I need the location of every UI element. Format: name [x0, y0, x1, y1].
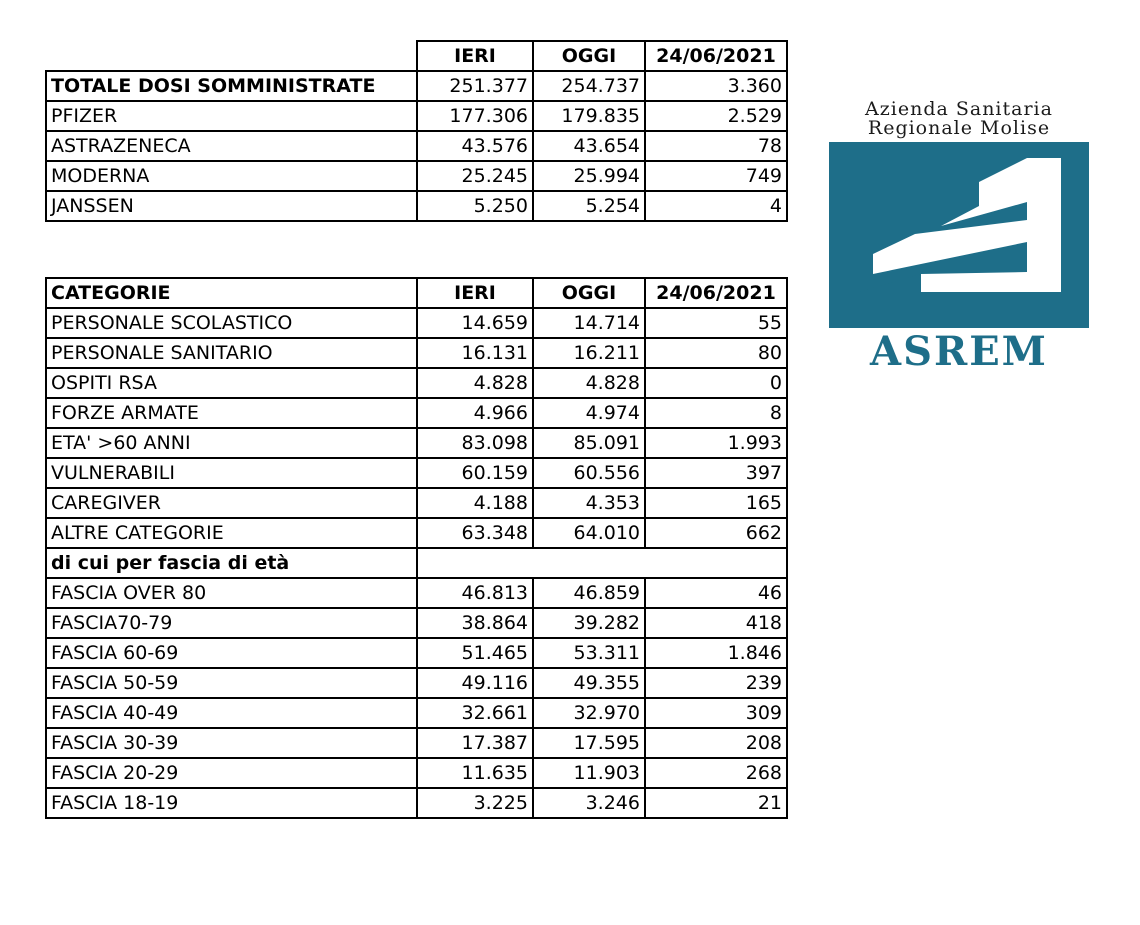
asrem-logo [828, 100, 1090, 374]
table-row [46, 71, 787, 101]
table-row [46, 308, 787, 338]
cell-ieri: 38.864 [417, 608, 533, 638]
row-label: VULNERABILI [46, 458, 417, 488]
cell-ieri: 60.159 [417, 458, 533, 488]
row-label: ASTRAZENECA [46, 131, 417, 161]
row-label: FASCIA70-79 [46, 608, 417, 638]
table-row [46, 728, 787, 758]
col-header-date: 24/06/2021 [645, 41, 787, 71]
row-label: PFIZER [46, 101, 417, 131]
cell-oggi: 4.974 [533, 398, 645, 428]
cell-diff: 165 [645, 488, 787, 518]
cell-ieri: 49.116 [417, 668, 533, 698]
cell-ieri: 4.966 [417, 398, 533, 428]
cell-diff: 0 [645, 368, 787, 398]
table-row [46, 488, 787, 518]
col-header-oggi: OGGI [533, 278, 645, 308]
table-row [46, 608, 787, 638]
row-label: PERSONALE SANITARIO [46, 338, 417, 368]
cell-diff: 1.846 [645, 638, 787, 668]
cell-diff: 2.529 [645, 101, 787, 131]
cell-diff: 418 [645, 608, 787, 638]
logo-org-line1: Azienda Sanitaria [865, 98, 1053, 120]
cell-ieri: 63.348 [417, 518, 533, 548]
row-label: FASCIA 60-69 [46, 638, 417, 668]
cell-oggi: 3.246 [533, 788, 645, 818]
asrem-logo-icon [829, 142, 1089, 328]
table-row [46, 101, 787, 131]
table-row [46, 458, 787, 488]
col-header-date: 24/06/2021 [645, 278, 787, 308]
cell-diff: 80 [645, 338, 787, 368]
cell-ieri: 14.659 [417, 308, 533, 338]
row-label: TOTALE DOSI SOMMINISTRATE [46, 71, 417, 101]
row-label: FASCIA 18-19 [46, 788, 417, 818]
cell-diff: 8 [645, 398, 787, 428]
table-row [46, 788, 787, 818]
cell-ieri: 177.306 [417, 101, 533, 131]
cell-oggi: 46.859 [533, 578, 645, 608]
cell-diff: 46 [645, 578, 787, 608]
categories-title: CATEGORIE [46, 278, 417, 308]
cell-ieri: 4.188 [417, 488, 533, 518]
cell-oggi: 49.355 [533, 668, 645, 698]
row-label: FASCIA 30-39 [46, 728, 417, 758]
cell-oggi: 4.828 [533, 368, 645, 398]
table-row [46, 131, 787, 161]
cell-oggi: 179.835 [533, 101, 645, 131]
table-row [46, 668, 787, 698]
doses-header-row [46, 41, 787, 71]
row-label: OSPITI RSA [46, 368, 417, 398]
table-row [46, 191, 787, 221]
row-label: FASCIA 40-49 [46, 698, 417, 728]
cell-diff: 4 [645, 191, 787, 221]
cell-oggi: 39.282 [533, 608, 645, 638]
table-row [46, 698, 787, 728]
cell-oggi: 43.654 [533, 131, 645, 161]
cell-ieri: 17.387 [417, 728, 533, 758]
cell-diff: 78 [645, 131, 787, 161]
cell-diff: 1.993 [645, 428, 787, 458]
cell-ieri: 5.250 [417, 191, 533, 221]
cell-oggi: 14.714 [533, 308, 645, 338]
table-row [46, 161, 787, 191]
cell-oggi: 85.091 [533, 428, 645, 458]
table-row [46, 398, 787, 428]
row-label: MODERNA [46, 161, 417, 191]
cell-diff: 55 [645, 308, 787, 338]
col-header-ieri: IERI [417, 278, 533, 308]
table-row [46, 578, 787, 608]
row-label: FASCIA OVER 80 [46, 578, 417, 608]
cell-ieri: 16.131 [417, 338, 533, 368]
cell-oggi: 32.970 [533, 698, 645, 728]
logo-org-line2: Regionale Molise [867, 117, 1051, 139]
table-row [46, 758, 787, 788]
cell-oggi: 16.211 [533, 338, 645, 368]
age-section-label: di cui per fascia di età [46, 548, 417, 578]
cell-diff: 239 [645, 668, 787, 698]
cell-diff: 3.360 [645, 71, 787, 101]
cell-ieri: 43.576 [417, 131, 533, 161]
cell-ieri: 32.661 [417, 698, 533, 728]
cell-ieri: 4.828 [417, 368, 533, 398]
cell-ieri: 83.098 [417, 428, 533, 458]
cell-diff: 208 [645, 728, 787, 758]
cell-ieri: 51.465 [417, 638, 533, 668]
cell-oggi: 64.010 [533, 518, 645, 548]
cell-diff: 749 [645, 161, 787, 191]
row-label: ETA' >60 ANNI [46, 428, 417, 458]
cell-oggi: 5.254 [533, 191, 645, 221]
row-label: PERSONALE SCOLASTICO [46, 308, 417, 338]
table-row [46, 638, 787, 668]
row-label: FORZE ARMATE [46, 398, 417, 428]
cell-ieri: 25.245 [417, 161, 533, 191]
cell-oggi: 17.595 [533, 728, 645, 758]
cell-diff: 309 [645, 698, 787, 728]
table-row [46, 368, 787, 398]
table-row [46, 428, 787, 458]
cell-diff: 21 [645, 788, 787, 818]
logo-name: ASREM [870, 328, 1048, 375]
table-row [46, 338, 787, 368]
cell-diff: 662 [645, 518, 787, 548]
row-label: FASCIA 20-29 [46, 758, 417, 788]
cell-diff: 397 [645, 458, 787, 488]
cell-oggi: 25.994 [533, 161, 645, 191]
cell-ieri: 11.635 [417, 758, 533, 788]
row-label: FASCIA 50-59 [46, 668, 417, 698]
cell-oggi: 60.556 [533, 458, 645, 488]
row-label: ALTRE CATEGORIE [46, 518, 417, 548]
categories-header-row [46, 278, 787, 308]
cell-oggi: 254.737 [533, 71, 645, 101]
cell-oggi: 53.311 [533, 638, 645, 668]
cell-ieri: 3.225 [417, 788, 533, 818]
cell-ieri: 251.377 [417, 71, 533, 101]
cell-oggi: 11.903 [533, 758, 645, 788]
row-label: JANSSEN [46, 191, 417, 221]
doses-table [45, 40, 788, 222]
row-label: CAREGIVER [46, 488, 417, 518]
age-section-row [46, 548, 787, 578]
col-header-oggi: OGGI [533, 41, 645, 71]
cell-oggi: 4.353 [533, 488, 645, 518]
cell-diff: 268 [645, 758, 787, 788]
categories-table [45, 277, 788, 819]
col-header-ieri: IERI [417, 41, 533, 71]
table-row [46, 518, 787, 548]
cell-ieri: 46.813 [417, 578, 533, 608]
